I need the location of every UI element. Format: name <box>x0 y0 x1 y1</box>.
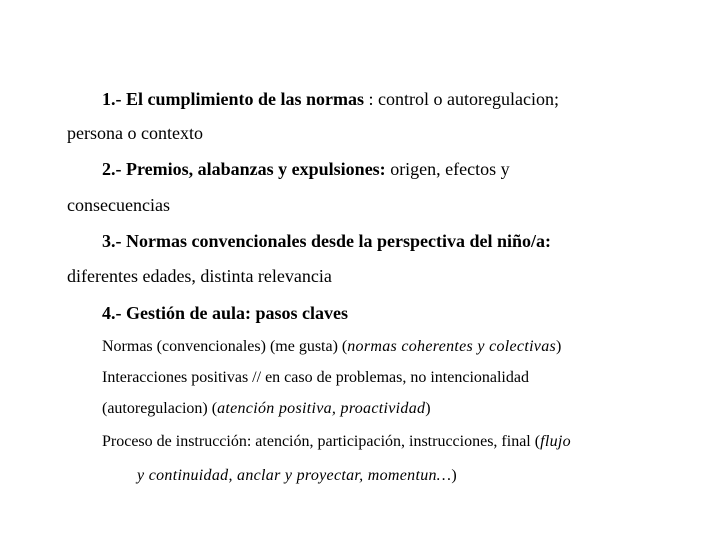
item-3-heading: 3.- Normas convencionales desde la perspectiva del niño/a: <box>102 231 551 251</box>
step-2 <box>102 368 529 388</box>
step-4-italic: flujo <box>540 433 571 450</box>
item-2-text: origen, efectos y <box>385 159 510 179</box>
item-3-line <box>102 230 551 252</box>
item-1-heading: 1.- El cumplimiento de las normas <box>102 89 365 109</box>
item-1-text: : control o autoregulacion; <box>364 89 559 109</box>
step-4-continuation-italic: y continuidad, anclar y proyectar, momentun… <box>137 467 452 484</box>
item-2-continuation: consecuencias <box>67 195 170 215</box>
item-2-heading: 2.- Premios, alabanzas y expulsiones: <box>102 159 386 179</box>
step-1-italic: normas coherentes y colectivas <box>347 338 557 355</box>
step-1 <box>102 337 561 357</box>
step-1-close: ) <box>556 338 562 355</box>
step-4-continuation <box>137 466 457 486</box>
step-4 <box>102 432 571 452</box>
step-3-close: ) <box>425 400 431 417</box>
item-4-line <box>102 302 348 324</box>
step-3-text: (autoregulacion) ( <box>102 400 218 417</box>
item-1-line <box>102 88 559 110</box>
step-4-continuation-close: ) <box>451 467 457 484</box>
step-4-text: Proceso de instrucción: atención, participación, instrucciones, final ( <box>102 433 541 450</box>
step-1-text: Normas (convencionales) (me gusta) ( <box>102 338 348 355</box>
item-2-line <box>102 158 510 180</box>
step-2-text: Interacciones positivas // en caso de problemas, no intencionalidad <box>102 369 529 386</box>
item-3-continuation: diferentes edades, distinta relevancia <box>67 266 332 286</box>
step-3 <box>102 399 431 419</box>
item-4-heading: 4.- Gestión de aula: pasos claves <box>102 303 349 323</box>
step-3-italic: atención positiva, proactividad <box>217 400 426 417</box>
item-1-continuation: persona o contexto <box>67 123 203 143</box>
